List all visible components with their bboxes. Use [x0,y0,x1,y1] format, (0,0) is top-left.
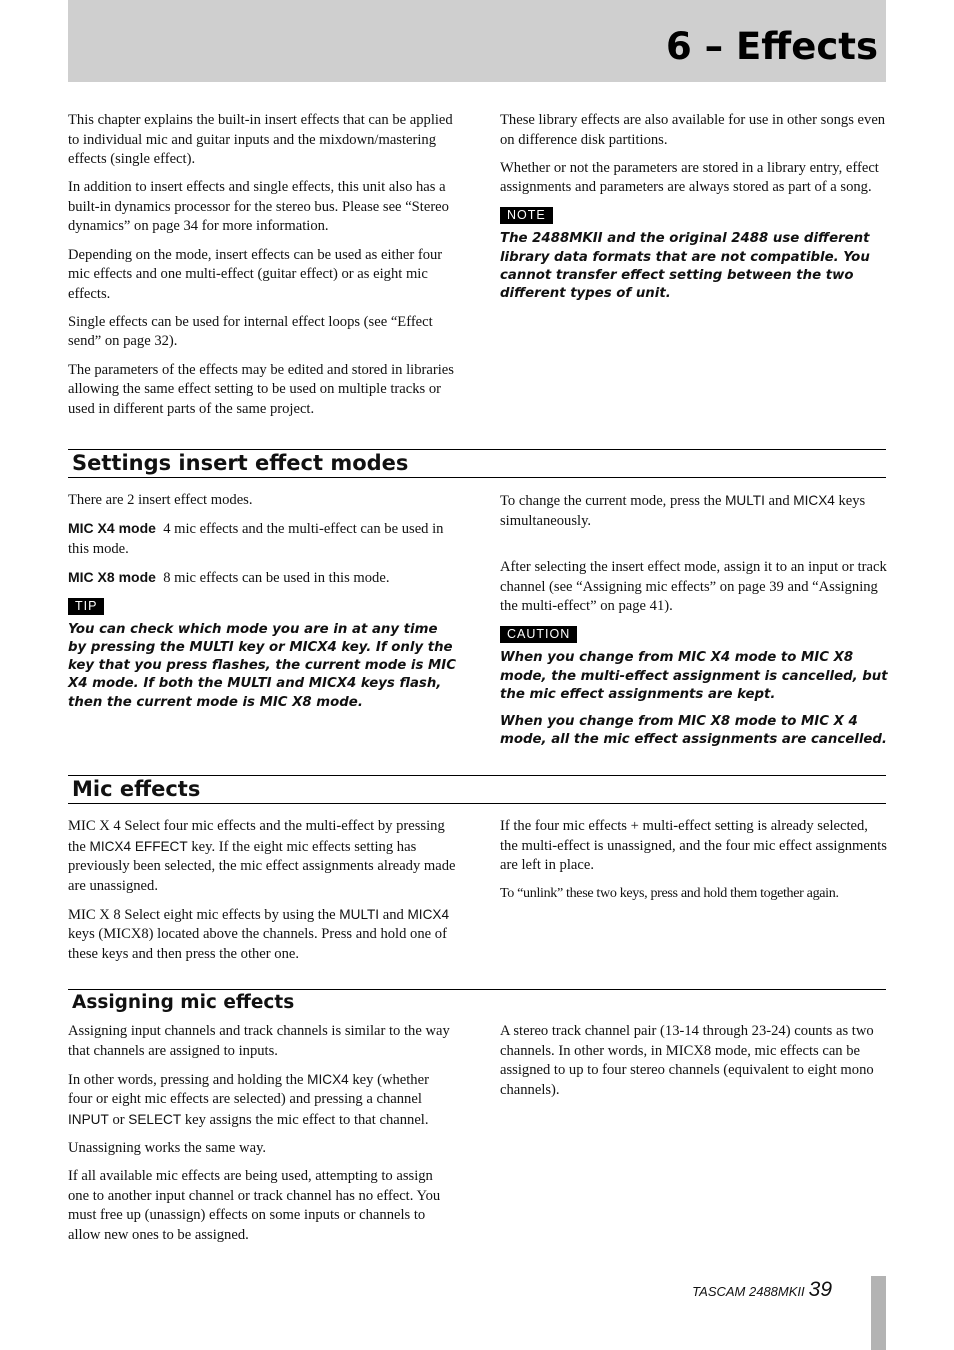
caution-label: CAUTION [500,626,577,643]
note-text: The 2488MKII and the original 2488 use different library data formats that are not compatible. You cannot transfer effect setting between the two different types of unit. [500,231,870,301]
intro-left-column [68,111,456,428]
intro-paragraph: This chapter explains the built-in insert effects that can be applied to individual mic and guitar inputs and the mixdown/mastering effects (single effect). [68,112,453,168]
mic-paragraph: If the four mic effects + multi-effect setting is already selected, the multi-effect is unassigned, and the four mic effect assignments are left in place. [500,818,887,874]
caution-text: When you change from MIC X4 mode to MIC X8 mode, the multi-effect assignment is cancelled, but the mic effect assignments are kept. [500,650,888,702]
footer-brand: TASCAM 2488MKII [692,1284,805,1299]
mic-x8-definition [68,568,456,589]
micx4-effect-key: MICX4 EFFECT [89,838,188,854]
page-edge-tab [871,1276,886,1350]
page-number: 39 [808,1278,832,1301]
settings-intro: There are 2 insert effect modes. [68,492,253,508]
section-title: Settings insert effect modes [72,451,409,475]
section-heading-settings [68,449,886,478]
assign-left-column [68,1022,456,1254]
subsection-title: Assigning mic effects [72,992,295,1013]
note-label: NOTE [500,207,553,224]
assign-paragraph: In other words, pressing and holding the MICX4 key (whether four or eight mic effects are selected) and pressing a channel INPUT or SELECT key assigns the mic effect to that channel. [68,1071,429,1128]
mic-x8-term: MIC X8 mode [68,568,156,585]
page-footer [692,1278,832,1302]
mic-right-column [500,817,888,912]
select-key: SELECT [128,1111,182,1127]
mic-x4-term: MIC X4 mode [68,520,156,537]
subsection-heading-assigning [68,989,886,1015]
tip-label: TIP [68,598,104,615]
intro-paragraph: Whether or not the parameters are stored in a library entry, effect assignments and parameters are always stored as part of a song. [500,159,879,196]
assign-right-column [500,1022,888,1109]
micx4-key: MICX4 [307,1071,349,1087]
micx4-key: MICX4 [793,493,835,508]
tip-text: You can check which mode you are in at any time by pressing the MULTI key or MICX4 key. If only the key that you press flashes, the current mode is MIC X4 mode. If both the MULTI and MICX4 keys flash, then the current mode is MIC X8 mode. [68,621,456,710]
mode-change-paragraph: To change the current mode, press the MULTI and MICX4 keys simultaneously. [500,493,866,529]
intro-paragraph: The parameters of the effects may be edited and stored in libraries allowing the same effect setting to be used on multiple tracks or used in different parts of the same project. [68,361,454,417]
intro-paragraph: In addition to insert effects and single effects, this unit also has a built-in dynamics processor for the stereo bus. Please see “Stereo dynamics” on page 34 for more information. [68,179,449,235]
intro-paragraph: Single effects can be used for internal effect loops (see “Effect send” on page 32). [68,313,433,350]
mic-x4-definition [68,519,456,559]
assign-paragraph: If all available mic effects are being used, attempting to assign one to another input channel or track channel has no effect. You must free up (unassign) effects on some inputs or channels to allow new ones to be assigned. [68,1168,441,1243]
input-key: INPUT [68,1111,109,1127]
multi-key: MULTI [725,493,765,508]
intro-paragraph: Depending on the mode, insert effects can be used as either four mic effects and one multi-effect (guitar effect) or as eight mic effects. [68,246,443,302]
assign-paragraph: Unassigning works the same way. [68,1139,267,1156]
caution-text: When you change from MIC X8 mode to MIC X 4 mode, all the mic effect assignments are cancelled. [500,714,887,748]
mic-x4-paragraph: MIC X 4 Select four mic effects and the multi-effect by pressing the MICX4 EFFECT key. If the eight mic effects setting has previously been selected, the mic effect assignments already made are unassigned. [68,818,456,894]
assign-paragraph: Assigning input channels and track channels is similar to the way that channels are assigned to inputs. [68,1023,450,1059]
mic-x8-paragraph: MIC X 8 Select eight mic effects by using the MULTI and MICX4 keys (MICX8) located above the channels. Press and hold one of these keys and then press the other one. [68,906,450,963]
assign-mode-paragraph: After selecting the insert effect mode, assign it to an input or track channel (see “Assigning mic effects” on page 39 and “Assigning the multi-effect” on page 41). [500,559,887,615]
micx4-key: MICX4 [407,906,450,922]
section-title: Mic effects [72,777,201,801]
mic-left-column [68,817,456,973]
chapter-title: 6 – Effects [666,25,878,68]
mic-paragraph: To “unlink” these two keys, press and hold them together again. [500,885,839,902]
mic-x4-text: 4 mic effects and the multi-effect can be used in this mode. [68,521,444,557]
chapter-header [68,0,886,82]
mic-x8-text: 8 mic effects can be used in this mode. [163,569,390,586]
settings-right-column [500,491,888,758]
multi-key: MULTI [339,906,380,922]
intro-paragraph: These library effects are also available for use in other songs even on difference disk partitions. [500,112,886,148]
intro-right-column [500,111,888,312]
section-heading-mic-effects [68,775,886,804]
settings-left-column [68,491,456,721]
assign-paragraph: A stereo track channel pair (13-14 through 23-24) counts as two channels. In other words, in MICX8 mode, mic effects can be assigned to up to four stereo channels (equivalent to eight mono channels). [500,1023,874,1098]
